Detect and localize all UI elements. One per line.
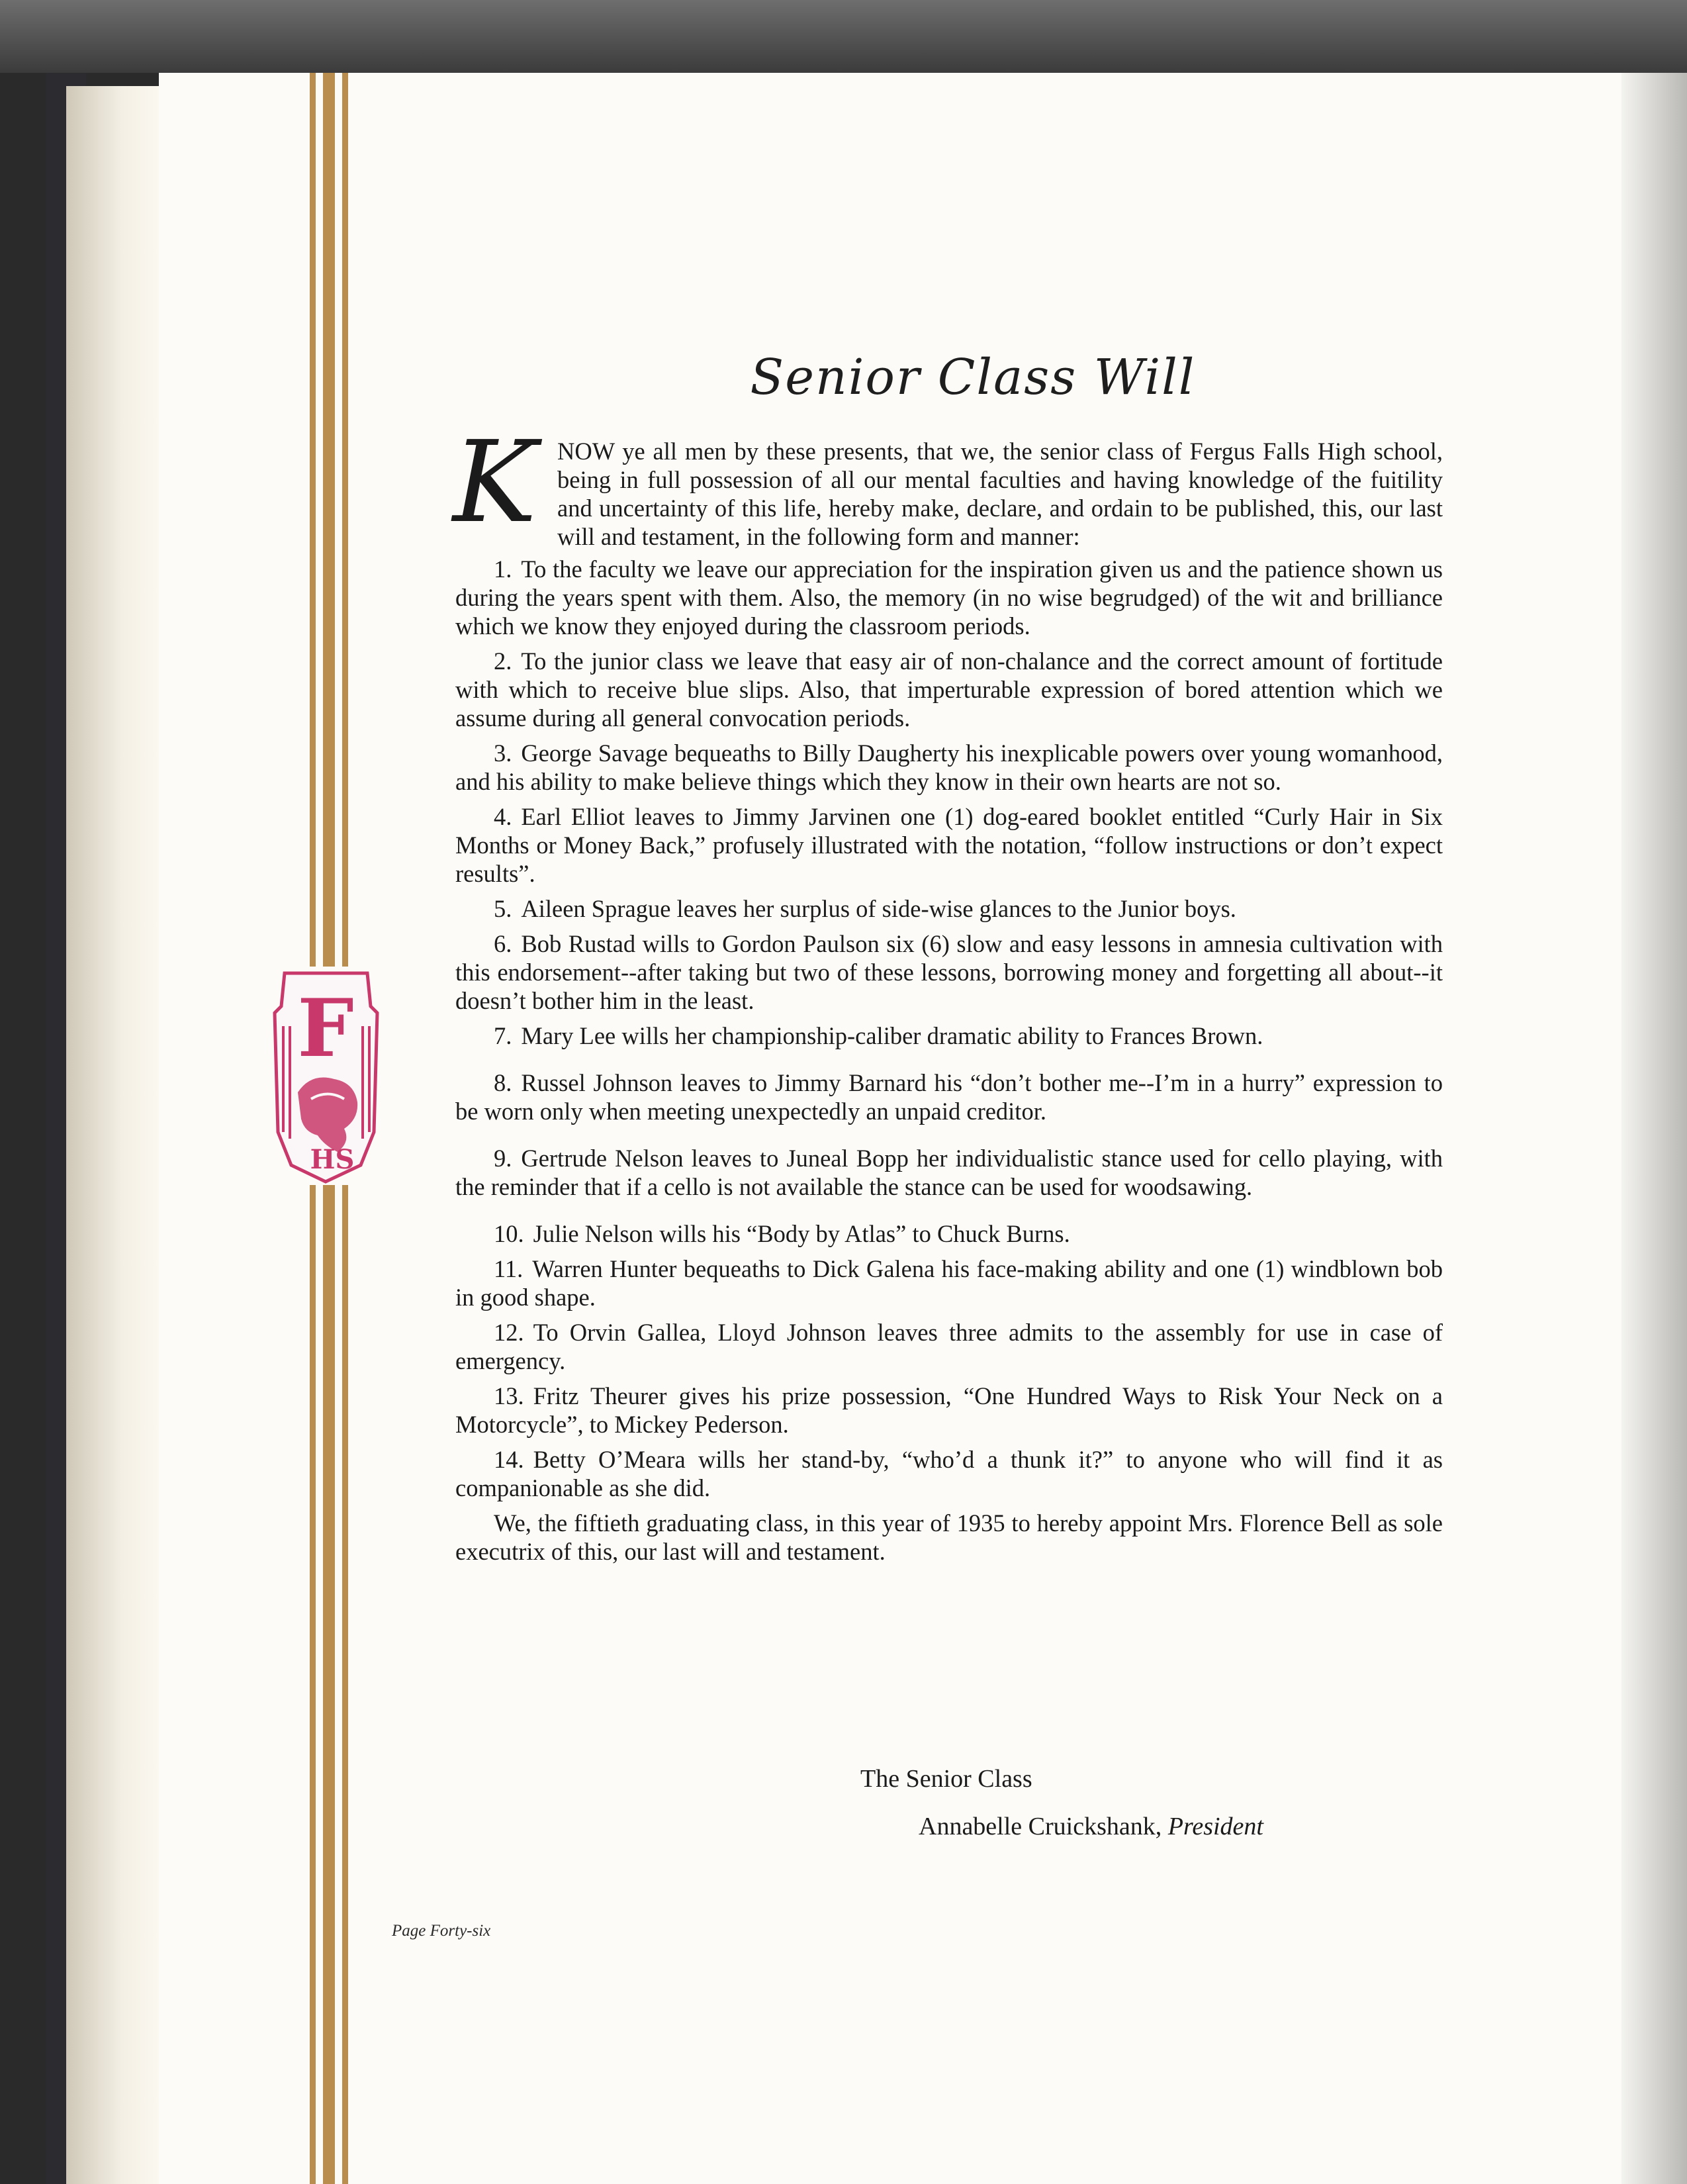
intro-paragraph [453, 417, 1443, 551]
bequest-text: Julie Nelson wills his “Body by Atlas” to Chuck Burns. [533, 1220, 1070, 1247]
signature-block [860, 1764, 1456, 1841]
bequest-number: 1. [494, 555, 512, 583]
signature-title: President [1167, 1813, 1263, 1840]
bequest-number: 3. [494, 739, 512, 767]
bequest-item [455, 1382, 1443, 1439]
closing-paragraph: We, the fiftieth graduating class, in this year of 1935 to hereby appoint Mrs. Florence Bell as sole executrix of this, our last will and testament. [455, 1509, 1443, 1565]
signature-line [860, 1812, 1456, 1841]
bequest-text: Betty O’Meara wills her stand-by, “who’d a thunk it?” to anyone who will find it as companionable as she did. [455, 1446, 1443, 1501]
bequest-number: 4. [494, 803, 512, 830]
bequest-item [455, 1144, 1443, 1201]
fhs-emblem-icon [271, 967, 381, 1185]
bequest-item [455, 929, 1443, 1015]
bequest-text: Fritz Theurer gives his prize possession, “One Hundred Ways to Risk Your Neck on a Motorcycle”, to Mickey Pederson. [455, 1382, 1443, 1438]
bequest-item [455, 647, 1443, 732]
bequest-text: To the junior class we leave that easy air of non-chalance and the correct amount of fortitude with which to receive blue slips. Also, that imperturable expression of bored attention which we assume during all general convocation periods. [455, 647, 1443, 732]
bequest-item [455, 1318, 1443, 1375]
bequest-number: 6. [494, 930, 512, 957]
bequest-text: To Orvin Gallea, Lloyd Johnson leaves three admits to the assembly for use in case of emergency. [455, 1319, 1443, 1374]
page-number: Page Forty-six [392, 1922, 491, 1940]
will-body [453, 417, 1443, 1572]
bequest-list [455, 555, 1443, 1502]
bequest-number: 10. [494, 1220, 524, 1247]
bequest-number: 2. [494, 647, 512, 675]
bequest-text: To the faculty we leave our appreciation for the inspiration given us and the patience shown us during the years spent with them. Also, the memory (in no wise begrudged) of the wit and brilliance which we know they enjoyed during the classroom periods. [455, 555, 1443, 640]
bequest-item [455, 1068, 1443, 1125]
page-title: Senior Class Will [750, 349, 1196, 406]
bequest-item [455, 1021, 1443, 1050]
emblem-letter-f: F [297, 982, 354, 1075]
scanner-background [0, 0, 1687, 73]
signature-name: Annabelle Cruickshank, [919, 1813, 1162, 1840]
intro-text: NOW ye all men by these presents, that we, the senior class of Fergus Falls High school, being in full possession of all our mental faculties and having knowledge of the fuitility and uncertainty of this life, hereby make, declare, and ordain to be published, this, our last will and testament, in the following form and manner: [557, 438, 1443, 550]
bequest-text: Earl Elliot leaves to Jimmy Jarvinen one (1) dog-eared booklet entitled “Curly Hair in Six Months or Money Back,” profusely illustrated with the notation, “follow instructions or don’t expect results”. [455, 803, 1443, 887]
bequest-text: Warren Hunter bequeaths to Dick Galena his face-making ability and one (1) windblown bob in good shape. [455, 1255, 1443, 1311]
page-edge-shadow [1621, 73, 1687, 2184]
bequest-number: 7. [494, 1022, 512, 1049]
bequest-number: 12. [494, 1319, 524, 1346]
bequest-item [455, 739, 1443, 796]
bequest-text: Russel Johnson leaves to Jimmy Barnard his “don’t bother me--I’m in a hurry” expression to be worn only when meeting unexpectedly an unpaid creditor. [455, 1069, 1443, 1125]
bequest-number: 14. [494, 1446, 524, 1473]
bequest-text: Bob Rustad wills to Gordon Paulson six (6) slow and easy lessons in amnesia cultivation with this endorsement--after taking but two of these lessons, borrowing money and forgetting all about--it doesn’t bother him in the least. [455, 930, 1443, 1014]
bequest-item [455, 1255, 1443, 1311]
book-gutter [66, 86, 159, 2184]
signature-class: The Senior Class [860, 1765, 1032, 1793]
school-emblem [271, 967, 381, 1185]
bequest-text: Gertrude Nelson leaves to Juneal Bopp her individualistic stance used for cello playing, with the reminder that if a cello is not available the stance can be used for woodsawing. [455, 1145, 1443, 1200]
bequest-number: 11. [494, 1255, 524, 1282]
bequest-number: 5. [494, 895, 512, 922]
emblem-letters-hs: HS [310, 1144, 355, 1175]
bequest-item [455, 555, 1443, 640]
bequest-item [455, 1219, 1443, 1248]
bequest-text: Aileen Sprague leaves her surplus of side-wise glances to the Junior boys. [521, 895, 1236, 922]
bequest-item [455, 802, 1443, 888]
drop-cap: K [453, 417, 537, 548]
bequest-item [455, 1445, 1443, 1502]
bequest-number: 9. [494, 1145, 512, 1172]
bequest-item [455, 894, 1443, 923]
bequest-text: George Savage bequeaths to Billy Daugherty his inexplicable powers over young womanhood, and his ability to make believe things which they know in their own hearts are not so. [455, 739, 1443, 795]
bequest-number: 13. [494, 1382, 524, 1409]
bequest-number: 8. [494, 1069, 512, 1096]
bequest-text: Mary Lee wills her championship-caliber dramatic ability to Frances Brown. [521, 1022, 1263, 1049]
